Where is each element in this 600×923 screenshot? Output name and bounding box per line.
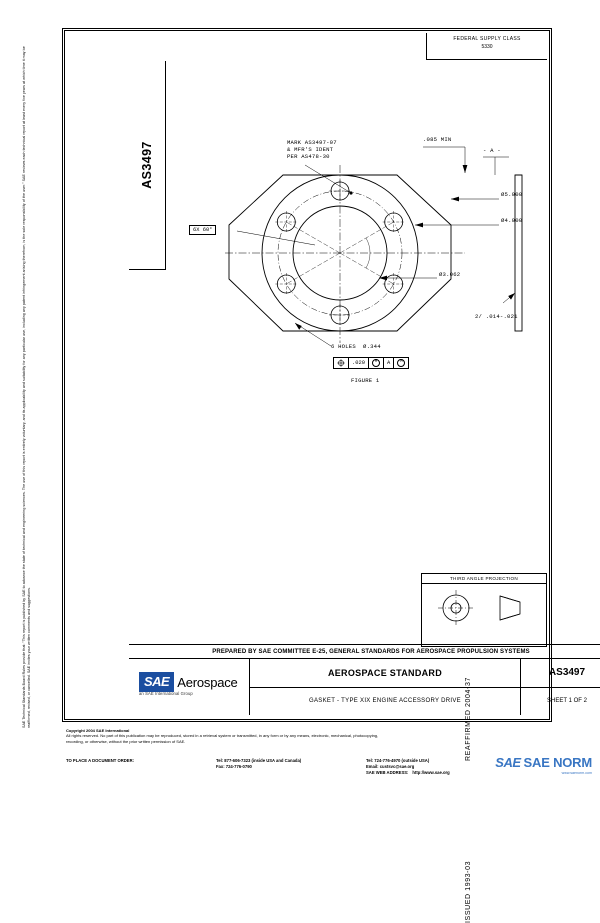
diameter-4000-dimension: Ø4.000 [501, 217, 523, 224]
document-subject-title: GASKET - TYPE XIX ENGINE ACCESSORY DRIVE [309, 698, 461, 705]
contact-block [66, 758, 546, 776]
diameter-3062-dimension: Ø3.062 [439, 271, 461, 278]
feature-control-frame [333, 357, 409, 369]
rights-line-1: All rights reserved. No part of this publication may be reproduced, stored in a retrieval system or transmitted, in any form or by any means, electronic, mechanical, photocopying, [66, 733, 379, 739]
position-symbol-icon [334, 358, 349, 368]
thickness-tolerance-note: 2/ .014-.021 [475, 313, 518, 320]
datum-a-label: - A - [483, 147, 501, 154]
sae-aerospace-logo [139, 672, 238, 692]
standard-number-tab [129, 61, 166, 270]
saenorm-watermark [495, 755, 592, 775]
position-tolerance-value: .020 [349, 358, 369, 368]
title-block-logo-cell [129, 659, 250, 715]
order-email[interactable]: Email: custsvc@sae.org [366, 763, 415, 769]
web-address-url[interactable]: http://www.sae.org [412, 770, 450, 776]
mark-note-line-2: & MFR'S IDENT [287, 146, 334, 153]
angle-note: 6X 60° [189, 225, 216, 235]
third-angle-projection-symbol [422, 584, 546, 634]
copyright-line: Copyright 2004 SAE International [66, 728, 130, 733]
federal-supply-class-title: FEDERAL SUPPLY CLASS [453, 36, 521, 42]
technical-drawing [165, 65, 600, 395]
reaffirmed-date: REAFFIRMED 2004-37 [465, 677, 472, 761]
order-fax: Fax: 724-776-0790 [216, 763, 252, 769]
standard-number-tab-label: AS3497 [140, 141, 154, 189]
sae-logo-subtitle: an SAE International Group [139, 691, 193, 696]
mark-note-line-3: PER AS478-30 [287, 153, 330, 160]
third-angle-projection-label: THIRD ANGLE PROJECTION [422, 576, 546, 584]
document-type-title: AEROSPACE STANDARD [250, 659, 520, 688]
sheet-number: SHEET 1 OF 2 [547, 698, 587, 705]
datum-reference: A [384, 358, 394, 368]
min-thickness-dimension: .085 MIN [423, 136, 452, 143]
diameter-5000-dimension: Ø5.000 [501, 191, 523, 198]
material-modifier: M [369, 358, 384, 368]
datum-modifier: M [394, 358, 408, 368]
watermark-subtitle: www.saenorm.com [561, 771, 592, 775]
legal-notice-strip [22, 30, 56, 730]
holes-note: 6 HOLES Ø.344 [331, 343, 381, 350]
committee-statement: PREPARED BY SAE COMMITTEE E-25, GENERAL STANDARDS FOR AEROSPACE PROPULSION SYSTEMS [129, 644, 600, 659]
federal-supply-class-value: 5330 [481, 44, 493, 50]
title-block-title-cell [250, 659, 521, 715]
sae-logo-badge: SAE [139, 672, 174, 692]
copyright-block [66, 728, 486, 744]
order-tel: Tel: 877-606-7323 (inside USA and Canada) [216, 758, 302, 763]
watermark-word: SAE NORM [523, 755, 592, 770]
third-angle-projection-box [421, 573, 547, 647]
drawing-geometry [165, 65, 600, 395]
watermark-badge: SAE [495, 755, 521, 770]
order-tel-outside-usa: Tel: 724-776-4970 (outside USA) [366, 758, 430, 763]
sae-logo-word: Aerospace [177, 674, 238, 690]
title-block [129, 658, 600, 715]
order-label: TO PLACE A DOCUMENT ORDER: [66, 758, 135, 763]
web-address-label: SAE WEB ADDRESS: [366, 770, 409, 776]
issued-date: ISSUED 1993-03 [465, 860, 472, 923]
rights-line-2: recording, or otherwise, without the prior written permission of SAE. [66, 738, 186, 744]
figure-label: FIGURE 1 [351, 377, 380, 384]
document-number: AS3497 [521, 659, 600, 688]
mark-note-line-1: MARK AS3497-07 [287, 139, 337, 146]
legal-notice-text: SAE Technical Standards Board Rules provide that: "This report is published by SAE to advance the state of technical and engineering sciences. The use of this report is entirely voluntary, and its applicability and suitability for any particular use, including any patent infringement arising therefrom, is the sole responsibility of the user." SAE reviews each technical report at least every five years at which time it may be reaffirmed, revised, or cancelled. SAE invites your written comments and suggestions. [22, 46, 32, 728]
title-block-number-cell [521, 659, 600, 715]
federal-supply-class-box [426, 33, 547, 60]
